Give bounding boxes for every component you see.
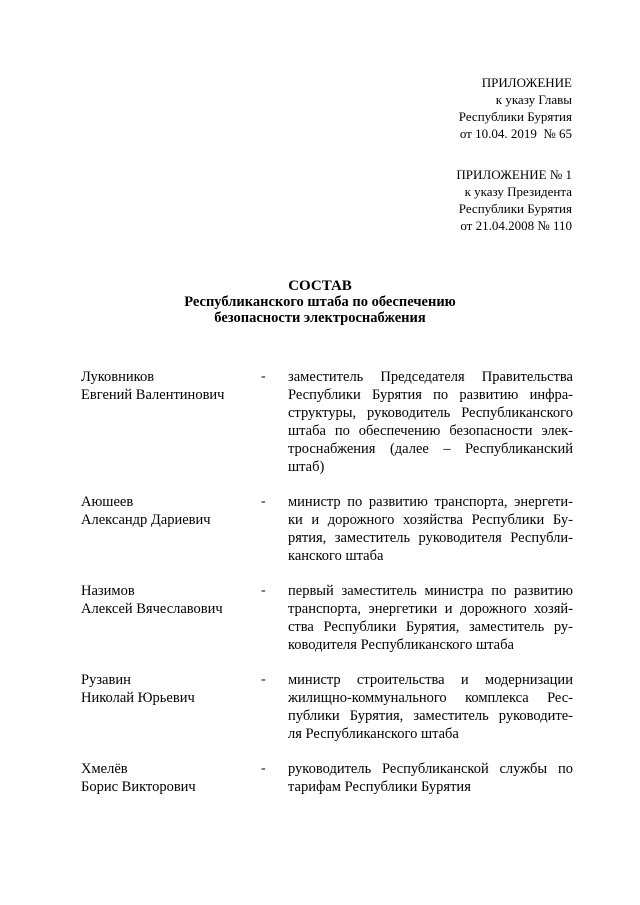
member-name: [81, 671, 261, 743]
member-given: Борис Викторович: [81, 779, 196, 795]
member-given: Алексей Вячеславович: [81, 601, 223, 617]
description-line: министр по развитию транспорта, энергети-: [288, 494, 573, 510]
title-line: Республиканского штаба по обеспечению: [184, 294, 456, 310]
member-surname: Назимов: [81, 583, 135, 599]
appendix-header-1: [459, 74, 572, 142]
member-given: Александр Дариевич: [81, 512, 211, 528]
description-line: ля Республиканского штаба: [288, 726, 459, 742]
member-description: [288, 760, 573, 796]
appendix-2-line: от 21.04.2008 № 110: [460, 218, 572, 233]
member-surname: Рузавин: [81, 672, 131, 688]
description-line: публики Бурятия, заместитель руководите-: [288, 708, 573, 724]
description-line: жилищно-коммунального комплекса Рес-: [288, 690, 573, 706]
description-line: транспорта, энергетики и дорожного хозяй-: [288, 601, 573, 617]
description-line: штаб): [288, 459, 325, 475]
member-entry: [81, 582, 573, 654]
title-line: безопасности электроснабжения: [214, 310, 426, 326]
description-line: ки и дорожного хозяйства Республики Бу-: [288, 512, 573, 528]
appendix-1-line: к указу Главы: [495, 92, 572, 107]
member-description: [288, 493, 573, 565]
member-name: [81, 493, 261, 565]
member-entry: [81, 368, 573, 476]
description-line: штаба по обеспечению безопасности элек-: [288, 423, 573, 439]
member-dash: -: [261, 369, 266, 384]
member-entry: [81, 760, 573, 796]
member-dash: -: [261, 672, 266, 687]
members-list: [81, 368, 573, 813]
member-description: [288, 368, 573, 476]
document-title: [0, 278, 640, 326]
description-line: канского штаба: [288, 548, 384, 564]
appendix-2-line: ПРИЛОЖЕНИЕ № 1: [456, 167, 572, 182]
member-surname: Хмелёв: [81, 761, 128, 777]
member-entry: [81, 671, 573, 743]
description-line: троснабжения (далее – Республиканский: [288, 441, 573, 457]
member-name: [81, 368, 261, 476]
appendix-1-line: ПРИЛОЖЕНИЕ: [481, 75, 572, 90]
appendix-2-line: к указу Президента: [464, 184, 572, 199]
description-line: заместитель Председателя Правительства: [288, 369, 573, 385]
member-description: [288, 671, 573, 743]
description-line: первый заместитель министра по развитию: [288, 583, 573, 599]
description-line: руководитель Республиканской службы по: [288, 761, 573, 777]
member-given: Николай Юрьевич: [81, 690, 195, 706]
description-line: тарифам Республики Бурятия: [288, 779, 471, 795]
member-entry: [81, 493, 573, 565]
description-line: рятия, заместитель руководителя Республи-: [288, 530, 573, 546]
member-dash: -: [261, 494, 266, 509]
member-name: [81, 760, 261, 796]
member-description: [288, 582, 573, 654]
member-surname: Луковников: [81, 369, 155, 385]
description-line: ства Республики Бурятия, заместитель ру-: [288, 619, 573, 635]
member-given: Евгений Валентинович: [81, 387, 225, 403]
member-surname: Аюшеев: [81, 494, 134, 510]
member-dash: -: [261, 761, 266, 776]
description-line: Республики Бурятия по развитию инфра-: [288, 387, 573, 403]
member-name: [81, 582, 261, 654]
appendix-1-line: Республики Бурятия: [458, 109, 572, 124]
title-main: СОСТАВ: [288, 278, 352, 294]
description-line: министр строительства и модернизации: [288, 672, 573, 688]
member-dash: -: [261, 583, 266, 598]
description-line: ководителя Республиканского штаба: [288, 637, 514, 653]
appendix-1-line: от 10.04. 2019 № 65: [459, 126, 572, 141]
appendix-header-2: [456, 166, 572, 234]
appendix-2-line: Республики Бурятия: [458, 201, 572, 216]
description-line: структуры, руководитель Республиканского: [288, 405, 573, 421]
